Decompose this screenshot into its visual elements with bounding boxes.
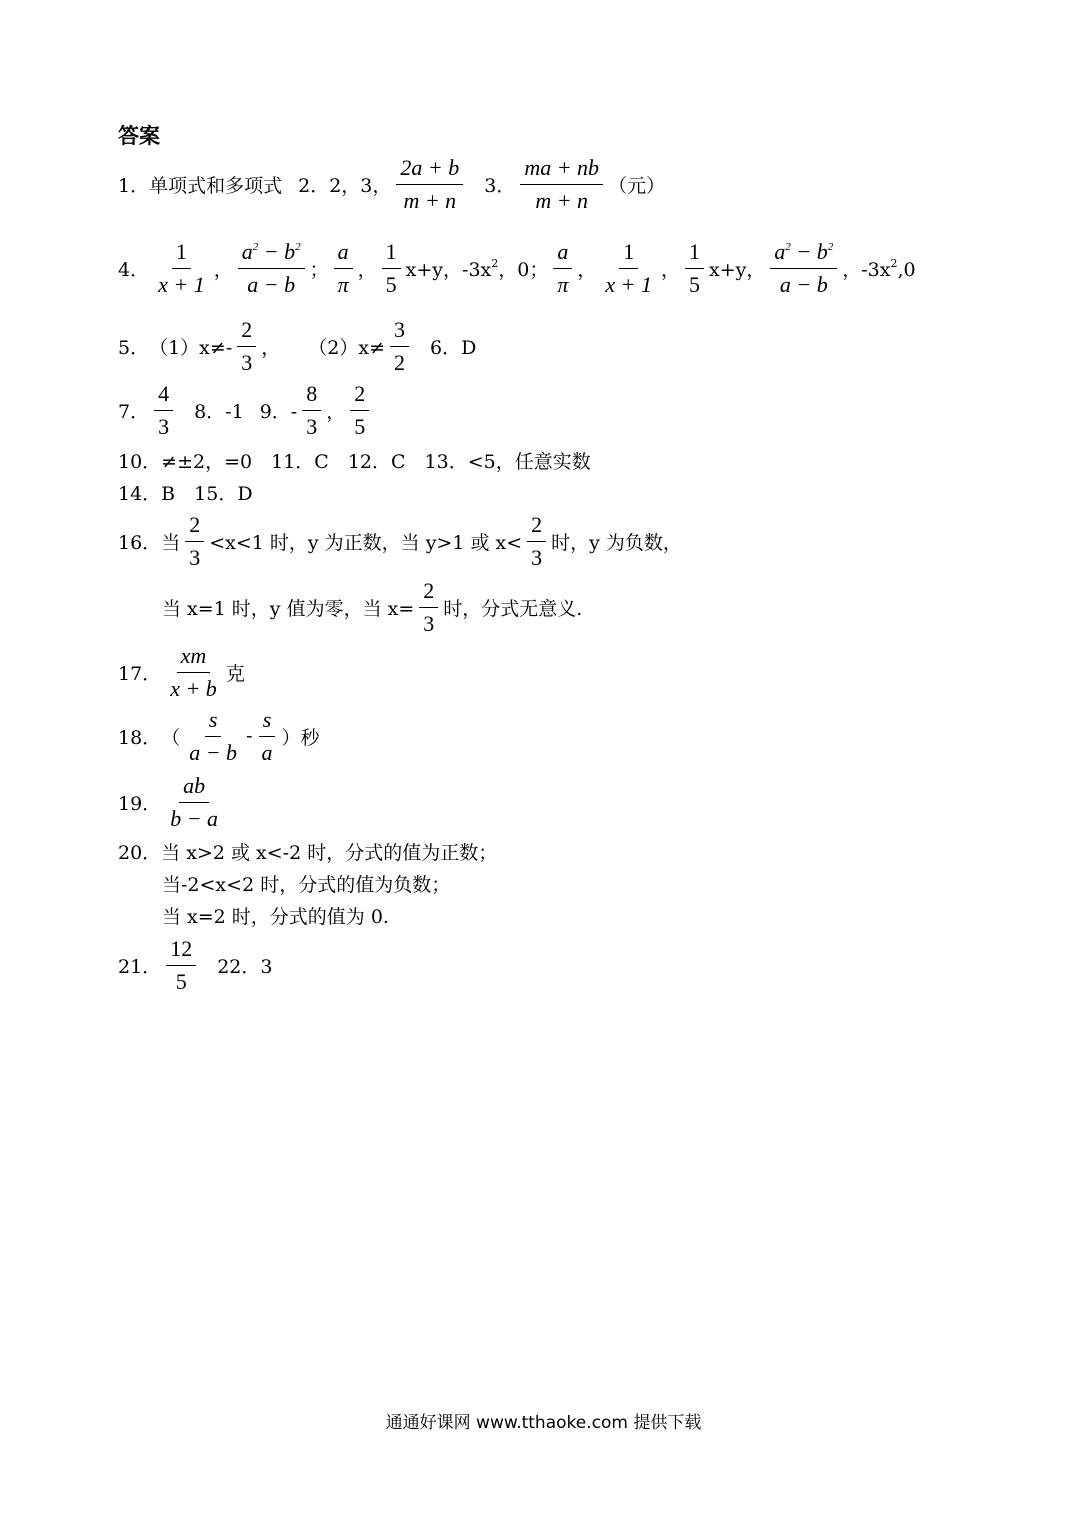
answer-line-17: 17． $\frac{xm}{x + b}$ 克	[118, 642, 245, 701]
answer-line-20c: 当 x=2 时，分式的值为 0.	[162, 905, 389, 928]
q4-fraction-6: $\frac{1}{x + 1}$	[605, 238, 653, 297]
q16-fraction-1: $\frac{2}{3}$	[185, 512, 204, 571]
q4-fraction-1: $\frac{1}{x + 1}$	[158, 238, 205, 297]
answer-line-16b: 当 x=1 时，y 值为零，当 x= $\frac{2}{3}$ 时，分式无意义.	[162, 577, 583, 636]
answer-line-5: 5． （1）x≠- $\frac{2}{3}$ ， （2）x≠ $\frac{3}{2}$ 6．D	[118, 316, 477, 375]
q3-number: 3．	[484, 174, 516, 197]
q3-fraction: $\frac{ma + nb}{m + n}$	[520, 155, 603, 214]
q4-fraction-3: $\frac{a}{\pi}$	[334, 239, 353, 298]
q4-fraction-5: $\frac{a}{\pi}$	[553, 239, 572, 298]
answer-line-1	[118, 154, 665, 214]
q18-fraction-1: $\frac{s}{a - b}$	[189, 706, 238, 765]
q4-fraction-2: $\frac{a^2 - b^2}{a - b}$	[238, 239, 305, 298]
answer-line-10: 10．≠±2，=0 11．C 12．C 13．<5，任意实数	[118, 450, 591, 473]
q4-fraction-8: $\frac{a^2 - b^2}{a - b}$	[770, 239, 837, 298]
q5-fraction-2: $\frac{3}{2}$	[390, 317, 409, 376]
answer-line-16: 16． 当 $\frac{2}{3}$ <x<1 时，y 为正数，当 y>1 或 x< $\frac{2}{3}$ 时，y 为负数，	[118, 511, 682, 570]
q4-fraction-4: $\frac{1}{5}$	[382, 239, 401, 298]
answer-line-14: 14．B 15．D	[118, 482, 253, 505]
answer-line-4: 4． $\frac{1}{x + 1}$ ， $\frac{a^2 - b^2}{a - b}$ ； $\frac{a}{\pi}$ ， $\frac{1}{5}$ x+y，$-3x^2$，0； $\frac{a}{\pi}$ ， $\frac{1}{x + 1}$ ， $\frac{1}{5}$ x+y， $\frac{a^2 - b^2}{a - b}$ ，$-3x^2,0$	[118, 238, 916, 297]
answer-line-20b: 当-2<x<2 时，分式的值为负数；	[162, 873, 451, 896]
q18-fraction-2: $\frac{s}{a}$	[257, 707, 276, 766]
q16-fraction-3: $\frac{2}{3}$	[419, 578, 438, 637]
q17-fraction: $\frac{xm}{x + b}$	[170, 642, 217, 701]
answer-line-20: 20．当 x>2 或 x<-2 时，分式的值为正数；	[118, 841, 498, 864]
q9-fraction-1: $\frac{8}{3}$	[302, 381, 321, 440]
q9-fraction-2: $\frac{2}{5}$	[350, 381, 369, 440]
q19-fraction: $\frac{ab}{b - a}$	[170, 772, 219, 831]
q16-fraction-2: $\frac{2}{3}$	[527, 512, 546, 571]
q1-text: 单项式和多项式	[149, 174, 283, 197]
q1-number: 1．	[118, 174, 150, 197]
q21-fraction: $\frac{12}{5}$	[166, 936, 196, 995]
q5-fraction-1: $\frac{2}{3}$	[237, 317, 256, 376]
page-footer: 通通好课网 www.tthaoke.com 提供下载	[385, 1413, 702, 1433]
q4-number: 4．	[118, 258, 150, 281]
q2-text: 2．2，3，	[298, 174, 392, 197]
page-title: 答案	[118, 124, 160, 148]
answer-line-7: 7． $\frac{4}{3}$ 8．-1 9．- $\frac{8}{3}$ ， $\frac{2}{5}$	[118, 380, 374, 440]
q3-unit: （元）	[608, 174, 666, 197]
q6-text: 6．D	[430, 336, 477, 359]
answer-line-18: 18． （ $\frac{s}{a - b}$ - $\frac{s}{a}$ ）秒	[118, 706, 320, 765]
answer-line-19: 19． $\frac{ab}{b - a}$	[118, 772, 227, 832]
answer-line-21: 21． $\frac{12}{5}$ 22．3	[118, 935, 273, 994]
q4-fraction-7: $\frac{1}{5}$	[685, 239, 704, 298]
q7-fraction: $\frac{4}{3}$	[154, 381, 173, 440]
q2-fraction: $\frac{2a + b}{m + n}$	[396, 155, 463, 214]
